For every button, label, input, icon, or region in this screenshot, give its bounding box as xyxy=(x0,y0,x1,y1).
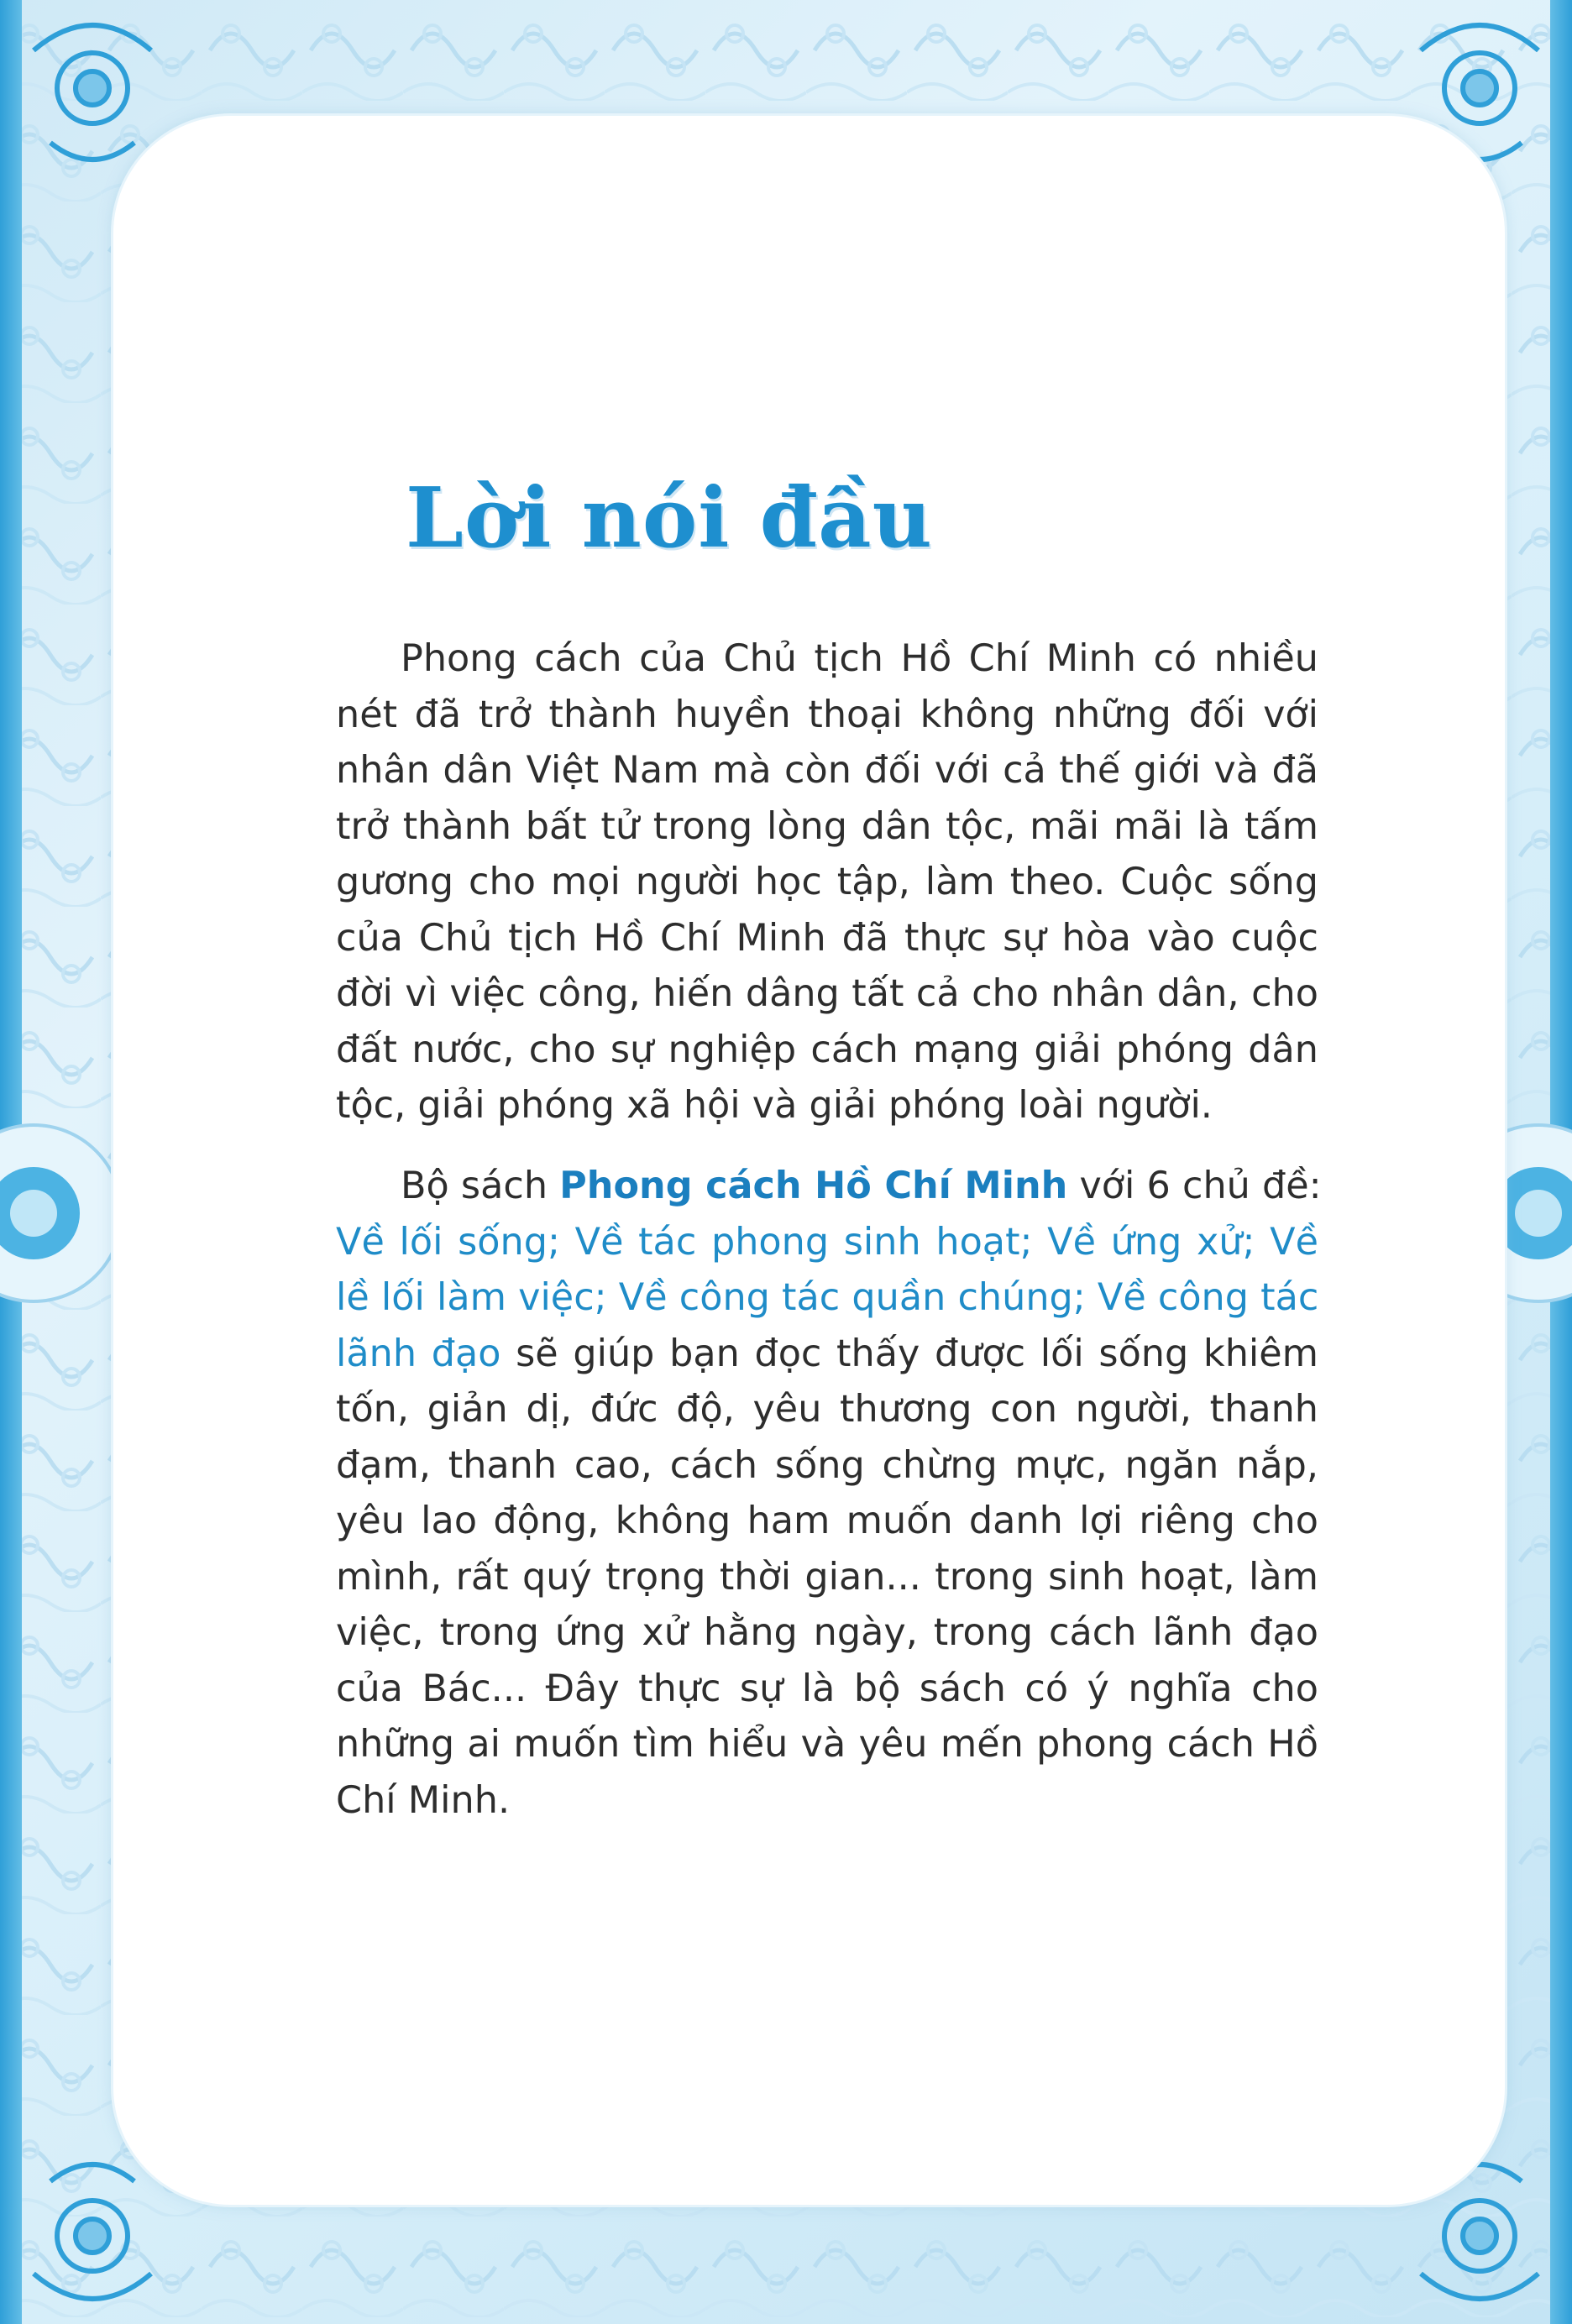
paragraph-line: đất nước, cho sự nghiệp cách mạng giải phóng dân xyxy=(336,1028,1318,1071)
paragraph-line: Chí Minh. xyxy=(336,1778,511,1822)
paragraph-line: tộc, giải phóng xã hội và giải phóng loài người. xyxy=(336,1084,1213,1127)
paragraph-line: mình, rất quý trọng thời gian... trong sinh hoạt, làm xyxy=(336,1555,1318,1599)
paragraph-line: Phong cách của Chủ tịch Hồ Chí Minh có nhiều xyxy=(401,637,1318,680)
paragraph-line: yêu lao động, không ham muốn danh lợi riêng cho xyxy=(336,1500,1318,1542)
intro-paragraph xyxy=(336,631,1318,1134)
page-title: Lời nói đầu xyxy=(406,470,933,567)
series-name: Phong cách Hồ Chí Minh xyxy=(559,1165,1068,1207)
topics-line: lề lối làm việc; Về công tác quần chúng; Về công tác xyxy=(336,1276,1319,1319)
paragraph-line: tốn, giản dị, đức độ, yêu thương con người, thanh xyxy=(336,1388,1318,1431)
paragraph-line: việc, trong ứng xử hằng ngày, trong cách lãnh đạo xyxy=(336,1611,1318,1654)
paragraph-line xyxy=(336,1159,1322,1215)
series-intro-text: Bộ sách xyxy=(401,1165,560,1207)
paragraph-line: gương cho mọi người học tập, làm theo. Cuộc sống xyxy=(336,861,1318,903)
paragraph-line: nhân dân Việt Nam mà còn đối với cả thế giới và đã xyxy=(336,749,1318,792)
paragraph-line: nét đã trở thành huyền thoại không những đối với xyxy=(336,693,1318,736)
paragraph-line xyxy=(336,1327,1318,1383)
paragraph-line: đạm, thanh cao, cách sống chừng mực, ngăn nắp, xyxy=(336,1443,1318,1487)
series-paragraph xyxy=(336,1159,1322,1829)
topic-leadership: lãnh đạo xyxy=(336,1332,501,1375)
paragraph-line: trở thành bất tử trong lòng dân tộc, mãi mãi là tấm xyxy=(336,804,1318,848)
paragraph-line: của Bác... Đây thực sự là bộ sách có ý nghĩa cho xyxy=(336,1667,1318,1710)
paragraph-line: những ai muốn tìm hiểu và yêu mến phong cách Hồ xyxy=(336,1723,1318,1766)
paragraph-line: của Chủ tịch Hồ Chí Minh đã thực sự hòa vào cuộc xyxy=(336,916,1318,960)
topics-line: Về lối sống; Về tác phong sinh hoạt; Về ứng xử; Về xyxy=(336,1220,1318,1264)
paragraph-line: đời vì việc công, hiến dâng tất cả cho nhân dân, cho xyxy=(336,972,1318,1015)
series-topics-count: với 6 chủ đề: xyxy=(1067,1165,1322,1207)
paragraph-text: sẽ giúp bạn đọc thấy được lối sống khiêm xyxy=(500,1332,1318,1375)
